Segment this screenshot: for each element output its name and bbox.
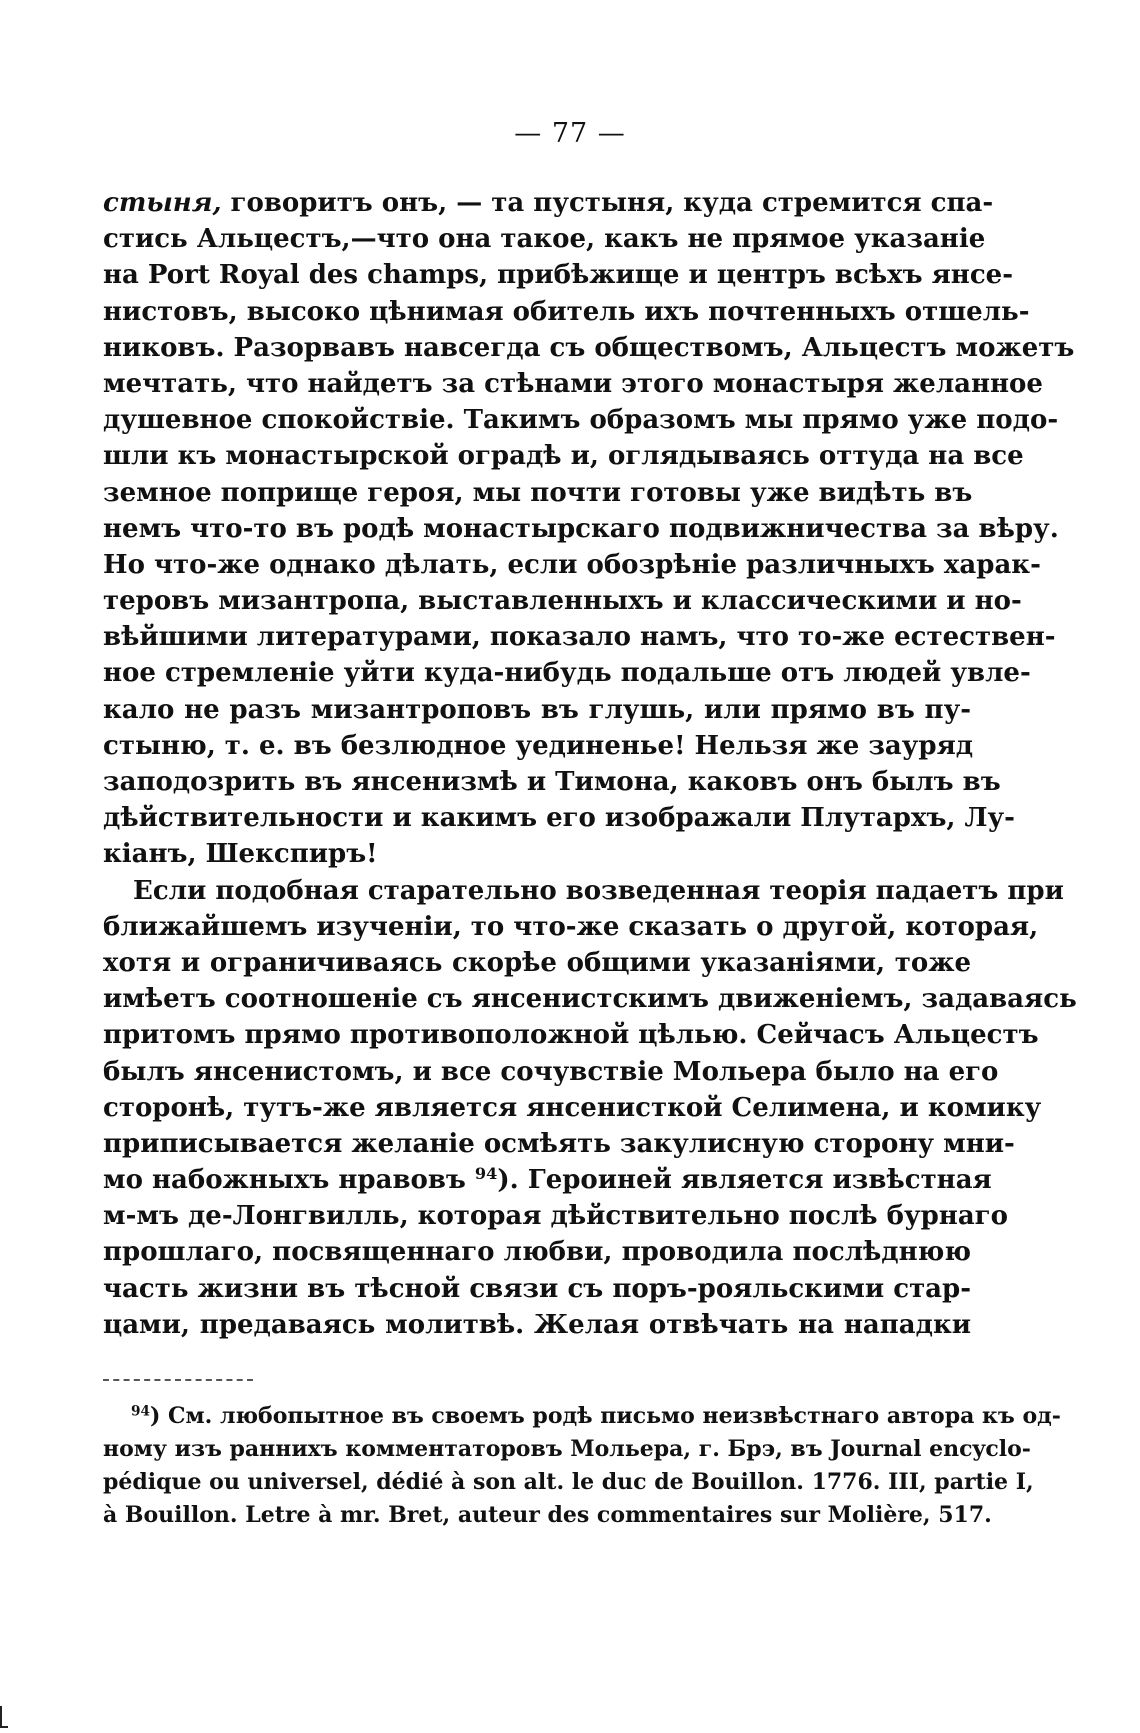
footnote-line bbox=[103, 1400, 1061, 1433]
text-line: приписывается желаніе осмѣять закулисную сторону мни- bbox=[103, 1128, 1015, 1159]
footnote-text: ) См. любопытное въ своемъ родѣ письмо неизвѣстнаго автора къ од- bbox=[149, 1403, 1061, 1429]
text-line: имѣетъ соотношеніе съ янсенистскимъ движеніемъ, задаваясь bbox=[103, 984, 1077, 1015]
text-line: стись Альцестъ,—что она такое, какъ не прямое указаніе bbox=[103, 224, 986, 255]
main-text bbox=[103, 185, 1077, 1343]
text-line: шли къ монастырской оградѣ и, оглядываясь оттуда на все bbox=[103, 441, 1024, 472]
text-line: былъ янсенистомъ, и все сочувствіе Мольера было на его bbox=[103, 1056, 999, 1087]
text-line: притомъ прямо противоположной цѣлью. Сейчасъ Альцестъ bbox=[103, 1020, 1039, 1051]
text-line-rest: говоритъ онъ, — та пустыня, куда стремится спа- bbox=[221, 188, 994, 218]
text-line: м-мъ де-Лонгвилль, которая дѣйствительно послѣ бурнаго bbox=[103, 1201, 1008, 1232]
page-number: — 77 — bbox=[514, 118, 626, 149]
text-line-part: ). Героиней является извѣстная bbox=[497, 1165, 992, 1196]
footnote-line: ному изъ раннихъ комментаторовъ Мольера, г. Брэ, въ Journal encyclo- bbox=[103, 1436, 1031, 1462]
footnote-block bbox=[103, 1400, 1061, 1532]
footnote-reference: 94 bbox=[474, 1164, 498, 1184]
footnote-divider bbox=[103, 1379, 253, 1381]
text-line: дѣйствительности и какимъ его изображали Плутархъ, Лу- bbox=[103, 803, 1015, 834]
scan-corner-mark bbox=[0, 1706, 8, 1728]
text-line: Если подобная старательно возведенная теорія падаетъ при bbox=[133, 875, 1064, 906]
text-line: часть жизни въ тѣсной связи съ поръ-рояльскими стар- bbox=[103, 1273, 971, 1304]
footnote-number: 94 bbox=[131, 1403, 150, 1420]
text-line: теровъ мизантропа, выставленныхъ и классическими и но- bbox=[103, 586, 1022, 617]
text-line: на Port Royal des champs, прибѣжище и центръ всѣхъ янсе- bbox=[103, 260, 1013, 291]
text-line: ное стремленіе уйти куда-нибудь подальше отъ людей увле- bbox=[103, 658, 1031, 689]
text-line: немъ что-то въ родѣ монастырскаго подвижничества за вѣру. bbox=[103, 513, 1059, 544]
text-line: душевное спокойствіе. Такимъ образомъ мы прямо уже подо- bbox=[103, 405, 1059, 436]
text-line: вѣйшими литературами, показало намъ, что то-же естествен- bbox=[103, 622, 1056, 653]
text-line bbox=[103, 1162, 992, 1198]
text-line: хотя и ограничиваясь скорѣе общими указаніями, тоже bbox=[103, 947, 971, 978]
italic-word: стыня, bbox=[103, 188, 222, 218]
text-line: нистовъ, высоко цѣнимая обитель ихъ почтенныхъ отшель- bbox=[103, 296, 1030, 327]
footnote-line: pédique ou universel, dédié à son alt. le duc de Bouillon. 1776. III, partie I, bbox=[103, 1469, 1034, 1495]
text-line: стыню, т. е. въ безлюдное уединенье! Нельзя же зауряд bbox=[103, 730, 974, 761]
text-line: цами, предаваясь молитвѣ. Желая отвѣчать на нападки bbox=[103, 1309, 971, 1340]
text-line: ближайшемъ изученіи, то что-же сказать о другой, которая, bbox=[103, 911, 1039, 942]
text-line-part: мо набожныхъ нравовъ bbox=[103, 1165, 475, 1196]
text-line: сторонѣ, тутъ-же является янсенисткой Селимена, и комику bbox=[103, 1092, 1042, 1123]
text-line: Но что-же однако дѣлать, если обозрѣніе различныхъ харак- bbox=[103, 549, 1041, 580]
text-line: кіанъ, Шекспиръ! bbox=[103, 839, 378, 870]
text-line: прошлаго, посвященнаго любви, проводила послѣднюю bbox=[103, 1237, 971, 1268]
text-line: земное поприще героя, мы почти готовы уже видѣть въ bbox=[103, 477, 973, 508]
text-line: мечтать, что найдетъ за стѣнами этого монастыря желанное bbox=[103, 368, 1043, 399]
text-line bbox=[103, 185, 994, 221]
text-line: никовъ. Разорвавъ навсегда съ обществомъ, Альцестъ можетъ bbox=[103, 332, 1075, 363]
text-line: кало не разъ мизантроповъ въ глушь, или прямо въ пу- bbox=[103, 694, 971, 725]
text-line: заподозрить въ янсенизмѣ и Тимона, каковъ онъ былъ въ bbox=[103, 767, 1001, 797]
footnote-line: à Bouillon. Letre à mr. Bret, auteur des commentaires sur Molière, 517. bbox=[103, 1502, 992, 1528]
